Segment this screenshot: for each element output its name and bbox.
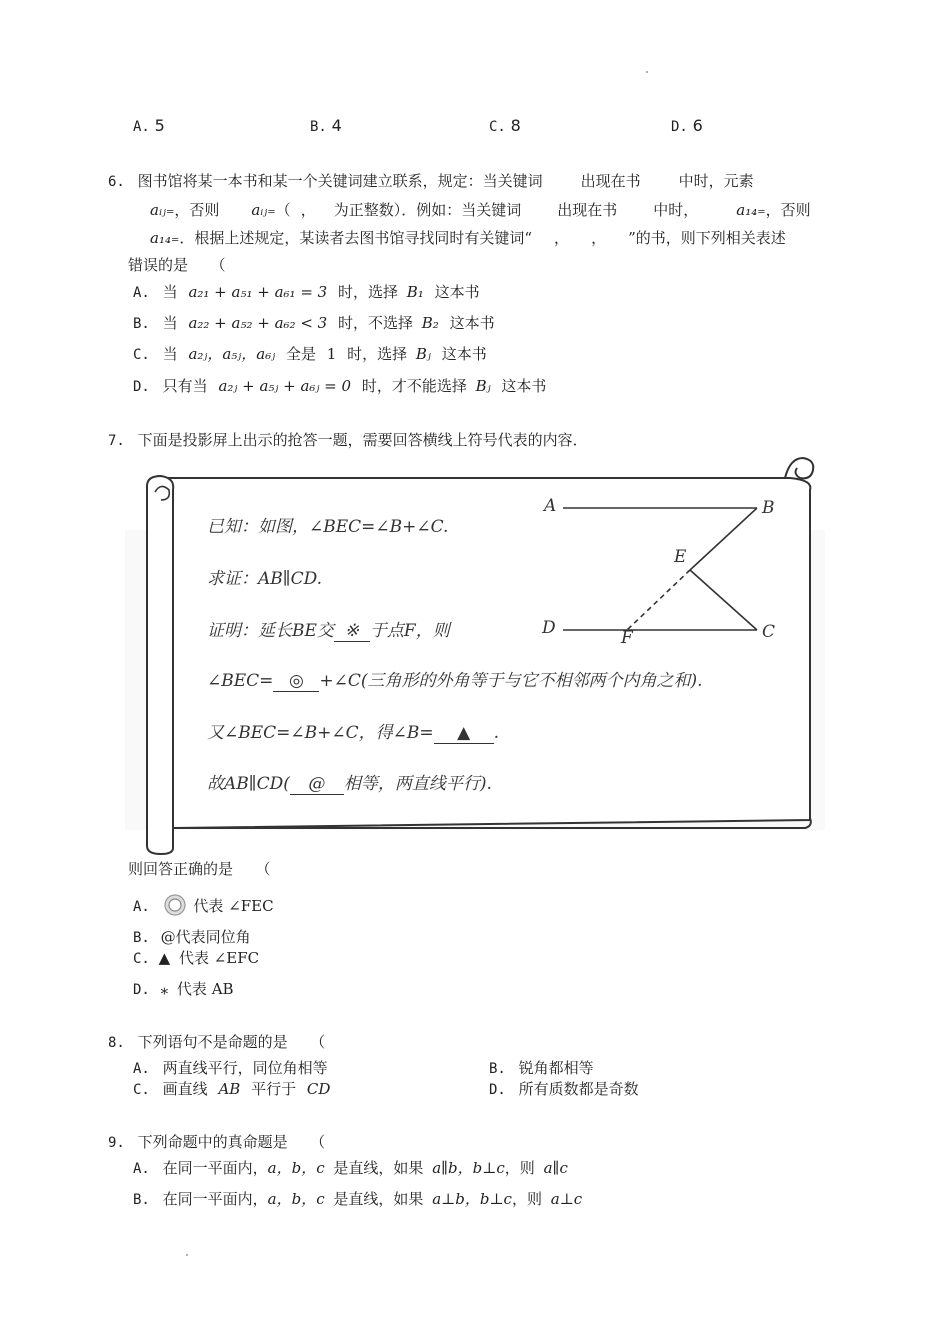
stray-dot — [186, 1254, 188, 1256]
q6-text: 为正整数）．例如：当关键词 — [333, 201, 522, 219]
q6-text: 出现在书 — [580, 172, 641, 190]
q6-option-a[interactable] — [133, 281, 480, 302]
option-letter: A. — [133, 285, 150, 301]
option-math: a⊥c — [550, 1190, 583, 1208]
scroll-text: 于点F，则 — [369, 621, 450, 641]
q8-option-b[interactable] — [489, 1057, 594, 1078]
question-number: 9. — [108, 1135, 125, 1151]
option-math: B₂ — [421, 314, 439, 332]
option-text: ，则 — [504, 1159, 535, 1177]
scroll-line-again — [207, 718, 499, 744]
option-math: a₂ⱼ，a₅ⱼ，a₆ⱼ — [188, 345, 276, 363]
option-letter: B. — [133, 316, 150, 332]
option-text: 这本书 — [501, 377, 547, 395]
q6-text: ，否则 — [174, 201, 220, 219]
q9-option-a[interactable] — [133, 1157, 568, 1178]
q6-line3: a₁₄=．根据上述规定，某读者去图书馆寻找同时有关键词“ ， ， ”的书，则下列相关表述 — [150, 229, 786, 247]
q7-option-b[interactable] — [133, 926, 251, 947]
q5-option-a[interactable] — [133, 116, 165, 135]
blank-at: @ — [290, 774, 344, 795]
q6-text: 出现在书 — [557, 201, 618, 219]
q6-text: （ — [275, 201, 291, 219]
option-number: 1 — [326, 345, 337, 363]
option-text: 当 — [162, 314, 178, 332]
q6-text: ， — [300, 201, 316, 219]
option-text: 在同一平面内， — [162, 1190, 268, 1208]
option-text: 只有当 — [162, 377, 208, 395]
q6-text: ，否则 — [765, 201, 811, 219]
option-text: 所有质数都是奇数 — [518, 1080, 639, 1098]
option-text: 时，选择 — [337, 283, 398, 301]
option-math: AB — [218, 1080, 241, 1098]
q8-stem — [108, 1031, 325, 1052]
q6-text: 错误的是 （ — [128, 256, 226, 274]
option-letter: D. — [133, 982, 150, 998]
option-letter: C. — [133, 1082, 150, 1098]
scroll-text: +∠C(三角形的外角等于与它不相邻两个内角之和). — [319, 671, 703, 691]
option-text: 两直线平行，同位角相等 — [162, 1059, 328, 1077]
option-letter: A. — [133, 899, 150, 915]
q9-option-b[interactable] — [133, 1188, 582, 1209]
stray-dot — [646, 71, 648, 73]
option-value: 6 — [692, 116, 703, 135]
asterisk-icon: ⁎ — [160, 980, 169, 998]
option-text: 当 — [162, 345, 178, 363]
q7-option-c[interactable] — [133, 947, 259, 968]
option-value: 8 — [510, 116, 521, 135]
math-a14: a₁₄ — [736, 201, 758, 219]
option-text: 这本书 — [449, 314, 495, 332]
q6-text: 图书馆将某一本书和某一个关键词建立联系，规定：当关键词 — [137, 172, 543, 190]
q6-line2: aᵢⱼ=，否则 aᵢⱼ=（ ， 为正整数）．例如：当关键词 出现在书 中时， a₁₄=，否则 — [150, 201, 811, 219]
option-text: ，则 — [511, 1190, 542, 1208]
option-text: 画直线 — [162, 1080, 208, 1098]
blank-circle: ◎ — [273, 671, 319, 692]
question-number: 6. — [108, 174, 125, 190]
q5-option-c[interactable] — [489, 116, 521, 135]
option-math: a∥c — [543, 1159, 568, 1177]
q7-stem — [108, 429, 588, 450]
label-b: B — [762, 498, 775, 518]
blank-triangle: ▲ — [434, 723, 494, 744]
scroll-text: ∠BEC= — [207, 671, 274, 691]
scroll-text: 证明：延长BE交 — [207, 621, 334, 641]
q6-option-c[interactable] — [133, 343, 487, 364]
option-text: 代表 ∠EFC — [178, 949, 260, 967]
option-math: a₂₂ + a₅₂ + a₆₂ < 3 — [188, 314, 328, 332]
q7-stem-text: 下面是投影屏上出示的抢答一题，需要回答横线上符号代表的内容． — [137, 431, 588, 449]
option-math: a∥b，b⊥c — [432, 1159, 505, 1177]
q6-text: 中时，元素 — [678, 172, 754, 190]
math-a14: a₁₄ — [150, 229, 171, 247]
option-text: 全是 — [285, 345, 316, 363]
option-text: 当 — [162, 283, 178, 301]
option-text: 是直线，如果 — [333, 1190, 424, 1208]
q6-line1 — [108, 170, 754, 191]
q6-text: ”的书，则下列相关表述 — [628, 229, 786, 247]
label-e: E — [674, 547, 687, 567]
option-letter: C. — [133, 951, 150, 967]
q6-text: ．根据上述规定，某读者去图书馆寻找同时有关键词“ — [179, 229, 533, 247]
q6-line4 — [128, 254, 226, 275]
option-text: @代表同位角 — [160, 928, 251, 946]
blank-ref: ※ — [334, 621, 370, 642]
q6-text: 中时， — [653, 201, 699, 219]
triangle-icon: ▲ — [158, 949, 171, 967]
option-math: a₂ⱼ + a₅ⱼ + a₆ⱼ = 0 — [218, 377, 352, 395]
option-letter: B. — [133, 930, 150, 946]
option-value: 4 — [331, 116, 342, 135]
option-math: a，b，c — [267, 1190, 325, 1208]
option-text: 平行于 — [251, 1080, 297, 1098]
q7-question — [128, 858, 271, 879]
label-f: F — [621, 628, 633, 648]
option-letter: B. — [310, 119, 327, 135]
label-d: D — [542, 618, 556, 638]
option-letter: D. — [133, 379, 150, 395]
option-math: CD — [306, 1080, 331, 1098]
q9-stem — [108, 1131, 325, 1152]
option-math: Bⱼ — [475, 377, 491, 395]
q8-option-d[interactable] — [489, 1078, 639, 1099]
option-text: 这本书 — [434, 283, 480, 301]
scroll-text: . — [493, 723, 500, 743]
option-math: B₁ — [406, 283, 424, 301]
option-math: a⊥b，b⊥c — [432, 1190, 512, 1208]
option-text: 代表 ∠FEC — [193, 897, 274, 915]
q5-option-b[interactable] — [310, 116, 342, 135]
scroll-text: 故AB∥CD( — [207, 774, 290, 794]
question-number: 7. — [108, 433, 125, 449]
option-letter: A. — [133, 1161, 150, 1177]
option-letter: A. — [133, 1061, 150, 1077]
option-letter: C. — [133, 347, 150, 363]
q8-option-c[interactable] — [133, 1078, 330, 1099]
q7-option-a[interactable] — [133, 893, 274, 917]
q6-option-d[interactable] — [133, 375, 546, 396]
option-letter: D. — [671, 119, 688, 135]
q8-stem-text: 下列语句不是命题的是 （ — [137, 1033, 326, 1051]
q7-option-d[interactable] — [133, 978, 234, 999]
q6-option-b[interactable] — [133, 312, 495, 333]
option-value: 5 — [154, 116, 165, 135]
option-text: 锐角都相等 — [518, 1059, 594, 1077]
option-text: 在同一平面内， — [162, 1159, 268, 1177]
option-math: a₂₁ + a₅₁ + a₆₁ = 3 — [188, 283, 328, 301]
scroll-text: 又∠BEC=∠B+∠C，得∠B= — [207, 723, 434, 743]
scroll-line-prove — [207, 564, 322, 589]
option-text: 时，选择 — [347, 345, 408, 363]
option-text: 是直线，如果 — [333, 1159, 424, 1177]
q8-option-a[interactable] — [133, 1057, 328, 1078]
q7-question-text: 则回答正确的是 （ — [128, 860, 271, 878]
option-text: 代表 AB — [176, 980, 234, 998]
option-text: 时，才不能选择 — [361, 377, 467, 395]
q5-option-d[interactable] — [671, 116, 703, 135]
scroll-line-given — [207, 512, 448, 537]
scroll-line-exterior — [207, 666, 703, 692]
scroll-line-proof — [207, 616, 450, 642]
scroll-text: 求证：AB∥CD. — [207, 569, 323, 589]
option-letter: B. — [489, 1061, 506, 1077]
double-circle-icon — [163, 893, 187, 917]
option-math: Bⱼ — [415, 345, 431, 363]
scroll-figure — [125, 450, 825, 860]
q9-stem-text: 下列命题中的真命题是 （ — [137, 1133, 326, 1151]
scroll-line-conclude — [207, 769, 492, 795]
math-aij: aᵢⱼ — [251, 201, 268, 219]
option-letter: B. — [133, 1192, 150, 1208]
label-a: A — [544, 496, 557, 516]
question-number: 8. — [108, 1035, 125, 1051]
scroll-text: 相等，两直线平行). — [343, 774, 492, 794]
q6-text: ， — [591, 229, 607, 247]
option-text: 时，不选择 — [337, 314, 413, 332]
option-text: 这本书 — [441, 345, 487, 363]
option-letter: C. — [489, 119, 506, 135]
option-letter: D. — [489, 1082, 506, 1098]
option-letter: A. — [133, 119, 150, 135]
math-aij: aᵢⱼ — [150, 201, 166, 219]
option-math: a，b，c — [267, 1159, 325, 1177]
label-c: C — [762, 622, 776, 642]
scroll-text: 已知：如图，∠BEC=∠B+∠C. — [207, 517, 449, 537]
q6-text: ， — [554, 229, 570, 247]
